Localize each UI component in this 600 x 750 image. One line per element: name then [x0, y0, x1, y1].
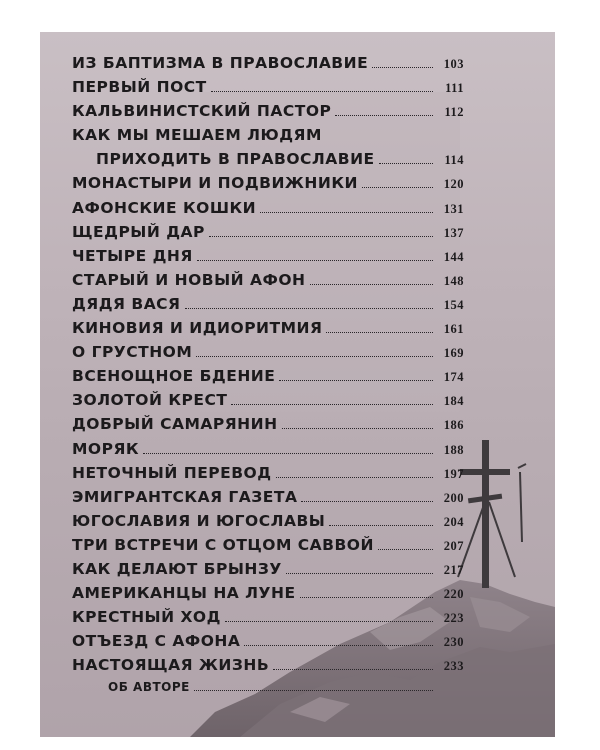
- toc-title: ВСЕНОЩНОЕ БДЕНИЕ: [72, 367, 276, 386]
- toc-title: МОРЯК: [72, 439, 140, 458]
- toc-page-number: 188: [443, 442, 464, 457]
- toc-title: ИЗ БАПТИЗМА В ПРАВОСЛАВИЕ: [72, 54, 369, 72]
- toc-entry[interactable]: [72, 680, 464, 704]
- toc-entry[interactable]: [72, 199, 464, 223]
- toc-page-number: 114: [444, 153, 464, 168]
- toc-page-number: 148: [443, 273, 464, 288]
- toc-title: ПЕРВЫЙ ПОСТ: [72, 78, 207, 97]
- toc-page-number: 131: [443, 201, 464, 216]
- toc-page-number: 161: [443, 322, 464, 337]
- toc-leader: [244, 645, 433, 646]
- toc-title: ЩЕДРЫЙ ДАР: [72, 222, 205, 241]
- toc-page-number: 233: [443, 659, 464, 674]
- toc-entry[interactable]: [72, 247, 464, 271]
- toc-leader: [379, 163, 433, 164]
- toc-title: КРЕСТНЫЙ ХОД: [72, 608, 221, 627]
- toc-title: НАСТОЯЩАЯ ЖИЗНЬ: [72, 656, 270, 675]
- toc-page-number: 169: [443, 346, 464, 361]
- book-page: [40, 32, 555, 737]
- toc-entry[interactable]: [72, 54, 464, 78]
- toc-entry[interactable]: [72, 223, 464, 247]
- toc-page-number: 207: [443, 538, 464, 553]
- toc-page-number: 154: [443, 297, 464, 312]
- toc-entry[interactable]: [72, 367, 464, 391]
- toc-entry[interactable]: [72, 584, 464, 608]
- toc-entry[interactable]: [72, 271, 464, 295]
- toc-leader: [329, 525, 433, 526]
- toc-page-number: 174: [443, 370, 464, 385]
- toc-leader: [276, 477, 433, 478]
- toc-entry[interactable]: [72, 150, 464, 174]
- toc-leader: [197, 260, 433, 261]
- toc-leader: [310, 284, 433, 285]
- cross-post: [482, 440, 489, 588]
- toc-page-number: 230: [443, 635, 464, 650]
- toc-page-number: 223: [443, 611, 464, 626]
- toc-leader: [301, 501, 433, 502]
- toc-entry[interactable]: [72, 464, 464, 488]
- toc-leader: [300, 597, 433, 598]
- toc-title: ЭМИГРАНТСКАЯ ГАЗЕТА: [72, 487, 298, 506]
- toc-entry[interactable]: [72, 656, 464, 680]
- toc-page-number: 217: [443, 562, 464, 577]
- toc-title: СТАРЫЙ И НОВЫЙ АФОН: [72, 270, 306, 289]
- toc-entry[interactable]: [72, 512, 464, 536]
- toc-leader: [279, 380, 433, 381]
- toc-entry[interactable]: [72, 536, 464, 560]
- toc-entry[interactable]: [72, 415, 464, 439]
- toc-title: МОНАСТЫРИ И ПОДВИЖНИКИ: [72, 174, 358, 193]
- toc-title: ТРИ ВСТРЕЧИ С ОТЦОМ САВВОЙ: [72, 535, 374, 554]
- toc-title: О ГРУСТНОМ: [72, 343, 193, 362]
- toc-title: ОТЪЕЗД С АФОНА: [72, 632, 241, 651]
- toc-leader: [378, 549, 433, 550]
- toc-entry[interactable]: [72, 608, 464, 632]
- toc-title: КИНОВИЯ И ИДИОРИТМИЯ: [72, 319, 323, 338]
- toc-entry[interactable]: [72, 78, 464, 102]
- toc-page-number: 111: [445, 81, 464, 96]
- toc-leader: [260, 212, 433, 213]
- toc-entry[interactable]: [72, 391, 464, 415]
- toc-page-number: 186: [443, 418, 464, 433]
- toc-leader: [211, 91, 433, 92]
- toc-leader: [143, 453, 433, 454]
- toc-title: ДОБРЫЙ САМАРЯНИН: [72, 415, 278, 434]
- toc-leader: [185, 308, 434, 309]
- toc-page-number: 120: [443, 177, 464, 192]
- toc-entry[interactable]: [72, 560, 464, 584]
- toc-title: КАК ДЕЛАЮТ БРЫНЗУ: [72, 559, 282, 578]
- toc-page-number: 204: [443, 514, 464, 529]
- toc-title: ДЯДЯ ВАСЯ: [72, 294, 181, 313]
- toc-leader: [286, 573, 433, 574]
- toc-entry[interactable]: [72, 440, 464, 464]
- toc-leader: [282, 428, 433, 429]
- toc-title: ЮГОСЛАВИЯ И ЮГОСЛАВЫ: [72, 511, 326, 530]
- toc-title: ОБ АВТОРЕ: [108, 680, 190, 695]
- toc-page-number: 112: [444, 105, 464, 120]
- toc-page-number: 103: [443, 57, 464, 71]
- toc-entry[interactable]: [72, 632, 464, 656]
- toc-title: КАК МЫ МЕШАЕМ ЛЮДЯМ: [72, 126, 322, 145]
- toc-page-number: 184: [443, 394, 464, 409]
- toc-title: ПРИХОДИТЬ В ПРАВОСЛАВИЕ: [96, 150, 375, 169]
- toc-entry[interactable]: [72, 295, 464, 319]
- toc-page-number: 197: [443, 466, 464, 481]
- toc-page-number: 220: [443, 587, 464, 602]
- toc-page-number: 144: [443, 249, 464, 264]
- toc-title: КАЛЬВИНИСТСКИЙ ПАСТОР: [72, 102, 332, 121]
- toc-page-number: 137: [443, 225, 464, 240]
- toc-leader: [225, 621, 433, 622]
- toc-title: АФОНСКИЕ КОШКИ: [72, 198, 257, 217]
- toc-entry[interactable]: [72, 319, 464, 343]
- table-of-contents: [72, 54, 464, 705]
- toc-entry[interactable]: [72, 126, 464, 150]
- toc-leader: [372, 67, 433, 68]
- toc-leader: [273, 669, 433, 670]
- toc-entry[interactable]: [72, 343, 464, 367]
- toc-leader: [335, 115, 433, 116]
- cross-beam: [460, 469, 510, 475]
- toc-page-number: 200: [443, 490, 464, 505]
- toc-title: ЧЕТЫРЕ ДНЯ: [72, 246, 193, 265]
- toc-leader: [231, 404, 433, 405]
- toc-title: НЕТОЧНЫЙ ПЕРЕВОД: [72, 463, 272, 482]
- toc-leader: [209, 236, 433, 237]
- toc-leader: [362, 187, 433, 188]
- toc-title: ЗОЛОТОЙ КРЕСТ: [72, 391, 228, 410]
- toc-entry[interactable]: [72, 488, 464, 512]
- toc-leader: [194, 690, 433, 691]
- toc-entry[interactable]: [72, 174, 464, 198]
- toc-leader: [326, 332, 433, 333]
- toc-leader: [196, 356, 433, 357]
- toc-title: АМЕРИКАНЦЫ НА ЛУНЕ: [72, 584, 296, 603]
- toc-entry[interactable]: [72, 102, 464, 126]
